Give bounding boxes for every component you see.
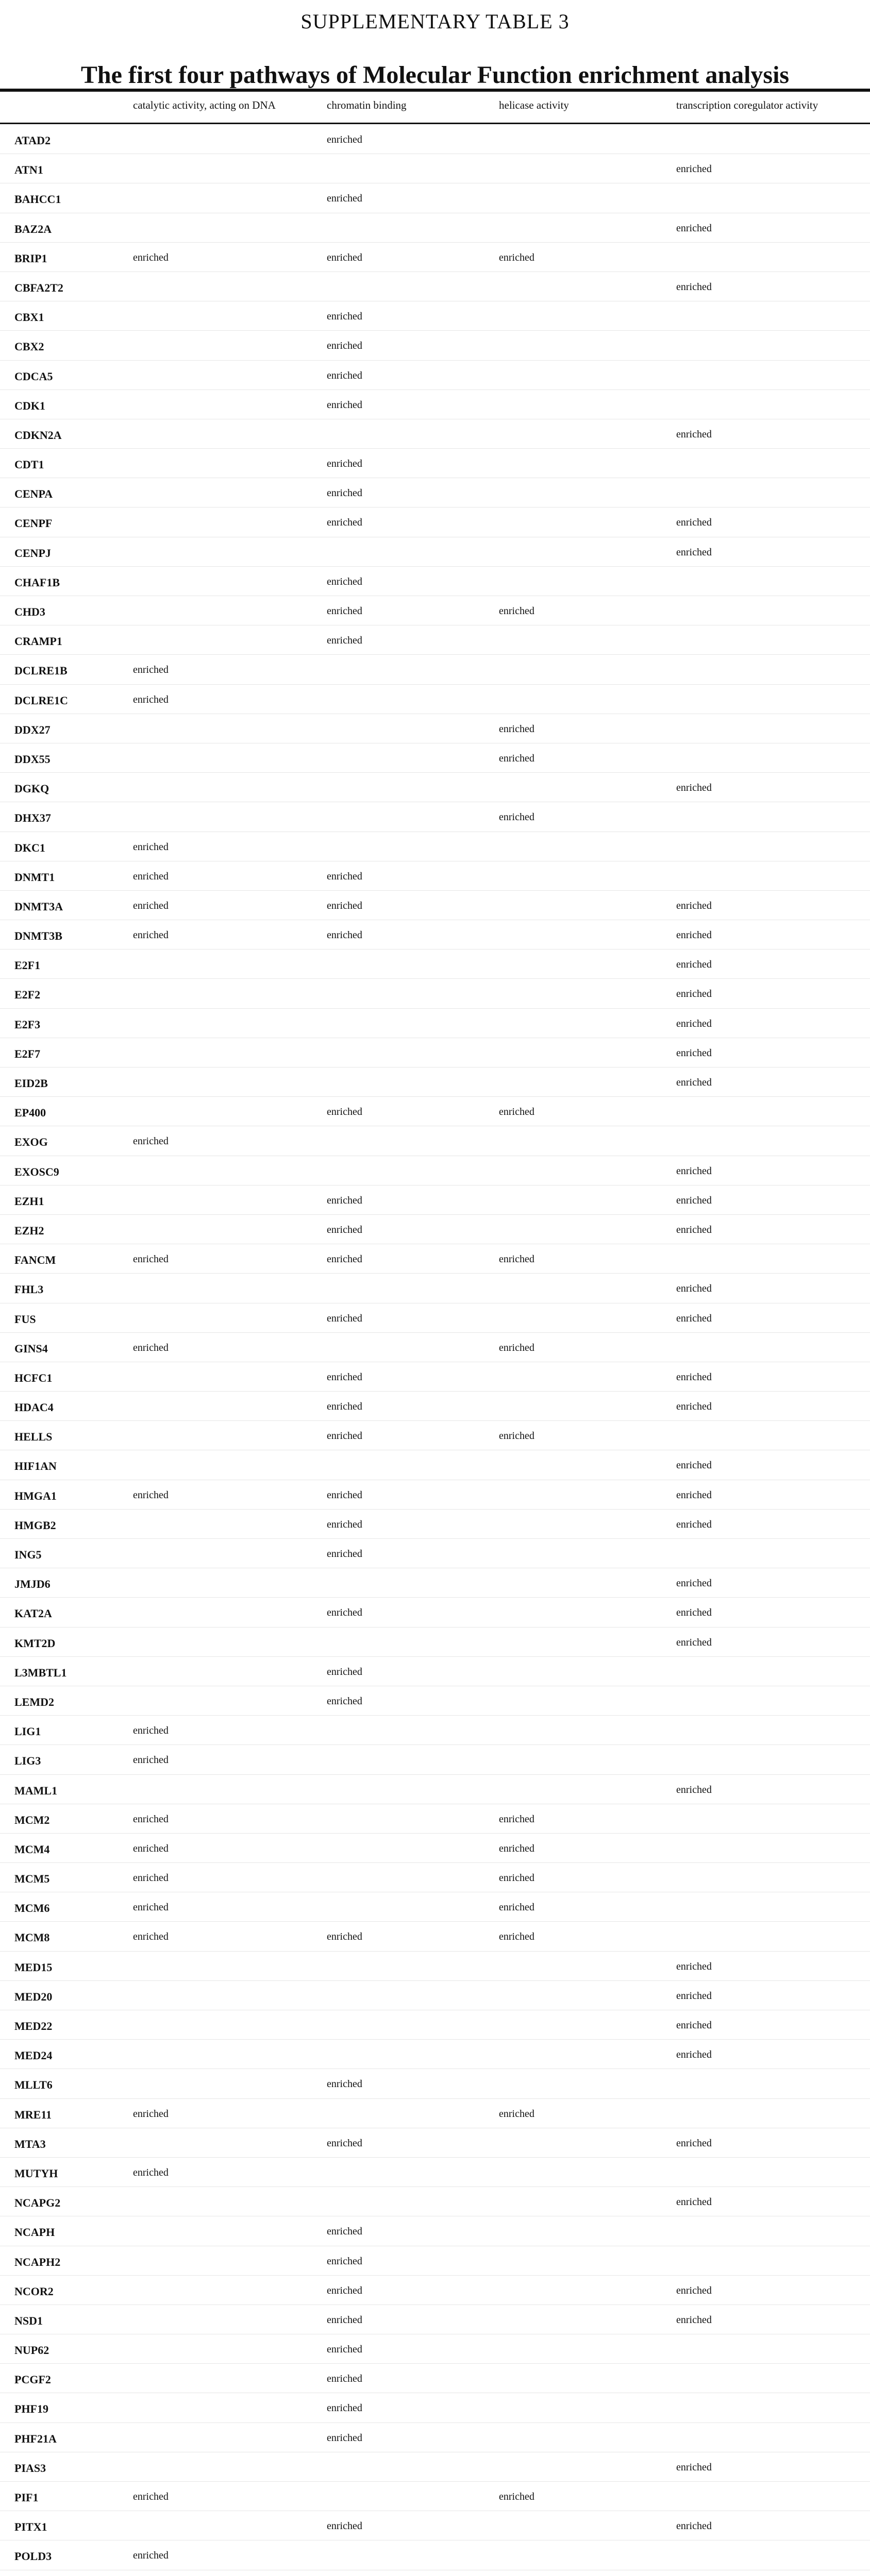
transcription-coregulator-cell: enriched [676,1784,712,1795]
gene-name: LIG1 [14,1725,41,1738]
table-row [0,213,870,243]
table-row [0,832,870,861]
table-row [0,1775,870,1804]
helicase-activity-cell: enriched [499,2491,534,2502]
helicase-activity-cell: enriched [499,811,534,823]
gene-name: DNMT1 [14,870,55,884]
gene-name: BAHCC1 [14,193,61,206]
gene-name: MCM2 [14,1813,50,1826]
gene-name: HMGB2 [14,1518,56,1532]
chromatin-binding-cell: enriched [327,251,362,263]
chromatin-binding-cell: enriched [327,134,362,145]
gene-name: EP400 [14,1106,46,1120]
table-row [0,1274,870,1303]
gene-name: CENPJ [14,546,51,560]
gene-name: DCLRE1B [14,664,68,677]
table-row [0,2305,870,2334]
table-row [0,1009,870,1038]
transcription-coregulator-cell: enriched [676,959,712,971]
transcription-coregulator-cell: enriched [676,1489,712,1501]
gene-name: MED22 [14,2020,53,2032]
chromatin-binding-cell: enriched [327,575,362,587]
transcription-coregulator-cell: enriched [676,2284,712,2296]
table-row [0,1156,870,1185]
gene-name: HMGA1 [14,1489,57,1502]
catalytic-activity-cell: enriched [133,1872,169,1884]
table-row [0,2040,870,2069]
gene-name: LIG3 [14,1754,41,1768]
table-row [0,1510,870,1539]
gene-name: NCOR2 [14,2284,54,2298]
helicase-activity-cell: enriched [499,1813,534,1825]
gene-name: NCAPH [14,2226,55,2239]
table-row [0,2334,870,2364]
transcription-coregulator-cell: enriched [676,1283,712,1295]
chromatin-binding-cell: enriched [327,605,362,617]
chromatin-binding-cell: enriched [327,1224,362,1235]
chromatin-binding-cell: enriched [327,517,362,529]
table-row [0,537,870,567]
top-rule [0,89,870,92]
table-row [0,1097,870,1126]
gene-name: PCGF2 [14,2373,51,2386]
gene-name: FANCM [14,1253,56,1267]
catalytic-activity-cell: enriched [133,1931,169,1943]
gene-name: E2F1 [14,959,41,972]
table-header [0,93,870,123]
gene-name: DKC1 [14,841,45,854]
table-row [0,1421,870,1450]
transcription-coregulator-cell: enriched [676,1960,712,1972]
catalytic-activity-cell: enriched [133,1342,169,1353]
chromatin-binding-cell: enriched [327,870,362,882]
chromatin-binding-cell: enriched [327,1666,362,1677]
table-row [0,390,870,419]
chromatin-binding-cell: enriched [327,2226,362,2238]
chromatin-binding-cell: enriched [327,2344,362,2355]
gene-name: CBX1 [14,311,44,324]
table-row [0,361,870,390]
table-row [0,1834,870,1863]
chromatin-binding-cell: enriched [327,929,362,941]
catalytic-activity-cell: enriched [133,251,169,263]
gene-name: DCLRE1C [14,693,68,707]
gene-name: MTA3 [14,2137,46,2150]
transcription-coregulator-cell: enriched [676,2461,712,2473]
gene-name: E2F2 [14,988,41,1002]
table-row [0,2570,870,2576]
gene-name: MCM4 [14,1842,50,1856]
chromatin-binding-cell: enriched [327,1489,362,1501]
table-row [0,1126,870,1156]
transcription-coregulator-cell: enriched [676,517,712,529]
helicase-activity-cell: enriched [499,1106,534,1118]
table-row [0,2010,870,2040]
table-row [0,1038,870,1067]
gene-name: HCFC1 [14,1371,53,1384]
table-row [0,1067,870,1097]
transcription-coregulator-cell: enriched [676,1224,712,1235]
chromatin-binding-cell: enriched [327,1548,362,1560]
catalytic-activity-cell: enriched [133,1902,169,1913]
table-row [0,714,870,743]
gene-name: CBX2 [14,340,44,353]
transcription-coregulator-cell: enriched [676,2020,712,2031]
table-row [0,1539,870,1568]
gene-name: CDK1 [14,399,45,412]
table-row [0,1804,870,1834]
chromatin-binding-cell: enriched [327,487,362,499]
table-row [0,655,870,684]
catalytic-activity-cell: enriched [133,870,169,882]
chromatin-binding-cell: enriched [327,1312,362,1324]
gene-name: HIF1AN [14,1460,57,1473]
chromatin-binding-cell: enriched [327,1194,362,1206]
gene-name: CENPF [14,517,53,530]
transcription-coregulator-cell: enriched [676,1312,712,1324]
helicase-activity-cell: enriched [499,1931,534,1943]
gene-name: EXOG [14,1136,48,1149]
table-row [0,1686,870,1716]
gene-name: ATAD2 [14,134,51,147]
gene-name: DDX55 [14,752,51,766]
table-row [0,331,870,360]
table-body [0,125,870,2576]
gene-name: BRIP1 [14,251,47,265]
gene-name: NUP62 [14,2344,49,2357]
table-row [0,2099,870,2128]
transcription-coregulator-cell: enriched [676,1518,712,1530]
table-row [0,2246,870,2276]
helicase-activity-cell: enriched [499,1430,534,1442]
chromatin-binding-cell: enriched [327,1695,362,1707]
catalytic-activity-cell: enriched [133,2108,169,2120]
gene-name: DNMT3A [14,900,63,913]
gene-name: CDKN2A [14,428,62,442]
table-row [0,1952,870,1981]
table-row [0,1657,870,1686]
chromatin-binding-cell: enriched [327,311,362,323]
header-chromatin-binding: chromatin binding [327,99,407,111]
catalytic-activity-cell: enriched [133,1813,169,1825]
gene-name: DNMT3B [14,929,62,943]
gene-name: POLD3 [14,2550,52,2563]
table-row [0,2276,870,2305]
catalytic-activity-cell: enriched [133,1136,169,1147]
gene-name: MED24 [14,2049,53,2062]
chromatin-binding-cell: enriched [327,2078,362,2090]
helicase-activity-cell: enriched [499,1253,534,1265]
gene-name: NCAPH2 [14,2255,61,2268]
catalytic-activity-cell: enriched [133,2166,169,2178]
header-transcription-coregulator-activity: transcription coregulator activity [676,99,818,111]
catalytic-activity-cell: enriched [133,2550,169,2562]
chromatin-binding-cell: enriched [327,2255,362,2267]
transcription-coregulator-cell: enriched [676,988,712,1000]
table-row [0,2393,870,2422]
table-row [0,449,870,478]
table-row [0,1598,870,1627]
table-title: The first four pathways of Molecular Function enrichment analysis [80,61,790,89]
chromatin-binding-cell: enriched [327,2402,362,2414]
table-row [0,1981,870,2010]
chromatin-binding-cell: enriched [327,399,362,411]
gene-name: FUS [14,1312,36,1326]
table-row [0,2158,870,2187]
transcription-coregulator-cell: enriched [676,1460,712,1471]
table-row [0,891,870,920]
chromatin-binding-cell: enriched [327,193,362,205]
table-row [0,301,870,331]
gene-name: KAT2A [14,1607,52,1620]
transcription-coregulator-cell: enriched [676,1047,712,1059]
transcription-coregulator-cell: enriched [676,1578,712,1589]
gene-name: CHAF1B [14,575,60,589]
gene-name: CDT1 [14,458,44,471]
table-row [0,2423,870,2452]
table-row [0,125,870,154]
header-catalytic-activity: catalytic activity, acting on DNA [133,99,276,111]
table-row [0,1480,870,1510]
catalytic-activity-cell: enriched [133,1489,169,1501]
gene-name: PIF1 [14,2491,39,2504]
catalytic-activity-cell: enriched [133,1842,169,1854]
catalytic-activity-cell: enriched [133,1725,169,1737]
catalytic-activity-cell: enriched [133,929,169,941]
transcription-coregulator-cell: enriched [676,163,712,175]
gene-name: MRE11 [14,2108,52,2121]
chromatin-binding-cell: enriched [327,1931,362,1943]
gene-name: PHF21A [14,2432,57,2445]
gene-name: LEMD2 [14,1695,54,1708]
table-row [0,1745,870,1774]
gene-name: NCAPG2 [14,2196,61,2210]
table-row [0,272,870,301]
gene-name: MCM5 [14,1872,50,1886]
helicase-activity-cell: enriched [499,1902,534,1913]
chromatin-binding-cell: enriched [327,1106,362,1118]
transcription-coregulator-cell: enriched [676,900,712,911]
gene-name: MAML1 [14,1784,58,1797]
table-row [0,154,870,183]
table-row [0,1185,870,1215]
gene-name: EZH2 [14,1224,44,1237]
gene-name: BAZ2A [14,222,52,235]
table-row [0,979,870,1008]
table-row [0,861,870,891]
gene-name: E2F3 [14,1018,41,1031]
gene-name: ATN1 [14,163,43,177]
table-row [0,1628,870,1657]
gene-name: HELLS [14,1430,53,1444]
chromatin-binding-cell: enriched [327,2432,362,2444]
table-row [0,1716,870,1745]
chromatin-binding-cell: enriched [327,1607,362,1619]
gene-name: MCM8 [14,1931,50,1944]
transcription-coregulator-cell: enriched [676,281,712,293]
gene-name: ING5 [14,1548,42,1561]
gene-name: MUTYH [14,2166,58,2180]
catalytic-activity-cell: enriched [133,900,169,911]
gene-name: PITX1 [14,2520,47,2534]
helicase-activity-cell: enriched [499,723,534,735]
gene-name: DHX37 [14,811,51,825]
table-row [0,2364,870,2393]
table-row [0,596,870,625]
chromatin-binding-cell: enriched [327,1518,362,1530]
table-row [0,2216,870,2246]
gene-name: EZH1 [14,1194,44,1208]
gene-name: NSD1 [14,2314,43,2327]
transcription-coregulator-cell: enriched [676,2196,712,2208]
helicase-activity-cell: enriched [499,1342,534,1353]
table-row [0,2540,870,2570]
transcription-coregulator-cell: enriched [676,1401,712,1413]
gene-name: CENPA [14,487,53,501]
transcription-coregulator-cell: enriched [676,782,712,794]
catalytic-activity-cell: enriched [133,1253,169,1265]
gene-name: MED15 [14,1960,53,1974]
gene-name: MLLT6 [14,2078,53,2092]
gene-name: CBFA2T2 [14,281,63,294]
transcription-coregulator-cell: enriched [676,428,712,440]
table-row [0,507,870,537]
gene-name: JMJD6 [14,1578,51,1591]
table-row [0,2482,870,2511]
transcription-coregulator-cell: enriched [676,546,712,558]
gene-name: MED20 [14,1990,53,2003]
gene-name: PHF19 [14,2402,48,2416]
transcription-coregulator-cell: enriched [676,2314,712,2326]
catalytic-activity-cell: enriched [133,693,169,705]
chromatin-binding-cell: enriched [327,2284,362,2296]
gene-name: FHL3 [14,1283,44,1296]
chromatin-binding-cell: enriched [327,1253,362,1265]
transcription-coregulator-cell: enriched [676,1077,712,1088]
chromatin-binding-cell: enriched [327,2520,362,2532]
table-row [0,1568,870,1598]
table-row [0,802,870,832]
table-row [0,1244,870,1274]
transcription-coregulator-cell: enriched [676,1636,712,1648]
transcription-coregulator-cell: enriched [676,1018,712,1029]
chromatin-binding-cell: enriched [327,1371,362,1383]
gene-name: PIAS3 [14,2461,46,2475]
gene-name: CHD3 [14,605,45,618]
table-row [0,743,870,773]
chromatin-binding-cell: enriched [327,1401,362,1413]
table-row [0,1333,870,1362]
helicase-activity-cell: enriched [499,2108,534,2120]
table-row [0,2128,870,2158]
table-row [0,1922,870,1951]
gene-name: GINS4 [14,1342,48,1355]
table-row [0,1892,870,1922]
transcription-coregulator-cell: enriched [676,1371,712,1383]
table-row [0,1863,870,1892]
gene-name: CDCA5 [14,369,53,383]
table-row [0,419,870,449]
table-row [0,685,870,714]
gene-name: MCM6 [14,1902,50,1915]
catalytic-activity-cell: enriched [133,664,169,676]
chromatin-binding-cell: enriched [327,2373,362,2385]
supplementary-label: SUPPLEMENTARY TABLE 3 [300,10,570,33]
table-row [0,1392,870,1421]
table-row [0,243,870,272]
helicase-activity-cell: enriched [499,752,534,764]
table-row [0,183,870,213]
table-row [0,2187,870,2216]
chromatin-binding-cell: enriched [327,369,362,381]
table-row [0,2511,870,2540]
table-row [0,625,870,655]
table-row [0,1303,870,1333]
gene-name: HDAC4 [14,1401,54,1414]
table-row [0,773,870,802]
helicase-activity-cell: enriched [499,251,534,263]
chromatin-binding-cell: enriched [327,2137,362,2149]
gene-name: E2F7 [14,1047,41,1060]
chromatin-binding-cell: enriched [327,635,362,647]
table-row [0,1362,870,1392]
transcription-coregulator-cell: enriched [676,2137,712,2149]
table-row [0,567,870,596]
transcription-coregulator-cell: enriched [676,1165,712,1177]
helicase-activity-cell: enriched [499,1872,534,1884]
transcription-coregulator-cell: enriched [676,1990,712,2002]
transcription-coregulator-cell: enriched [676,1194,712,1206]
table-row [0,1450,870,1480]
table-row [0,920,870,950]
gene-name: EXOSC9 [14,1165,59,1178]
transcription-coregulator-cell: enriched [676,2049,712,2061]
catalytic-activity-cell: enriched [133,1754,169,1766]
chromatin-binding-cell: enriched [327,900,362,911]
gene-name: CRAMP1 [14,635,62,648]
gene-name: L3MBTL1 [14,1666,67,1679]
transcription-coregulator-cell: enriched [676,929,712,941]
chromatin-binding-cell: enriched [327,458,362,470]
transcription-coregulator-cell: enriched [676,2520,712,2532]
chromatin-binding-cell: enriched [327,340,362,352]
table-row [0,478,870,507]
transcription-coregulator-cell: enriched [676,222,712,234]
chromatin-binding-cell: enriched [327,2314,362,2326]
gene-name: DDX27 [14,723,51,736]
header-helicase-activity: helicase activity [499,99,569,111]
gene-name: KMT2D [14,1636,56,1650]
table-row [0,2452,870,2482]
catalytic-activity-cell: enriched [133,2491,169,2502]
chromatin-binding-cell: enriched [327,1430,362,1442]
catalytic-activity-cell: enriched [133,841,169,853]
helicase-activity-cell: enriched [499,1842,534,1854]
transcription-coregulator-cell: enriched [676,1607,712,1619]
table-row [0,950,870,979]
gene-name: EID2B [14,1077,48,1090]
header-rule [0,123,870,124]
table-row [0,1215,870,1244]
helicase-activity-cell: enriched [499,605,534,617]
gene-name: DGKQ [14,782,49,795]
table-row [0,2069,870,2098]
